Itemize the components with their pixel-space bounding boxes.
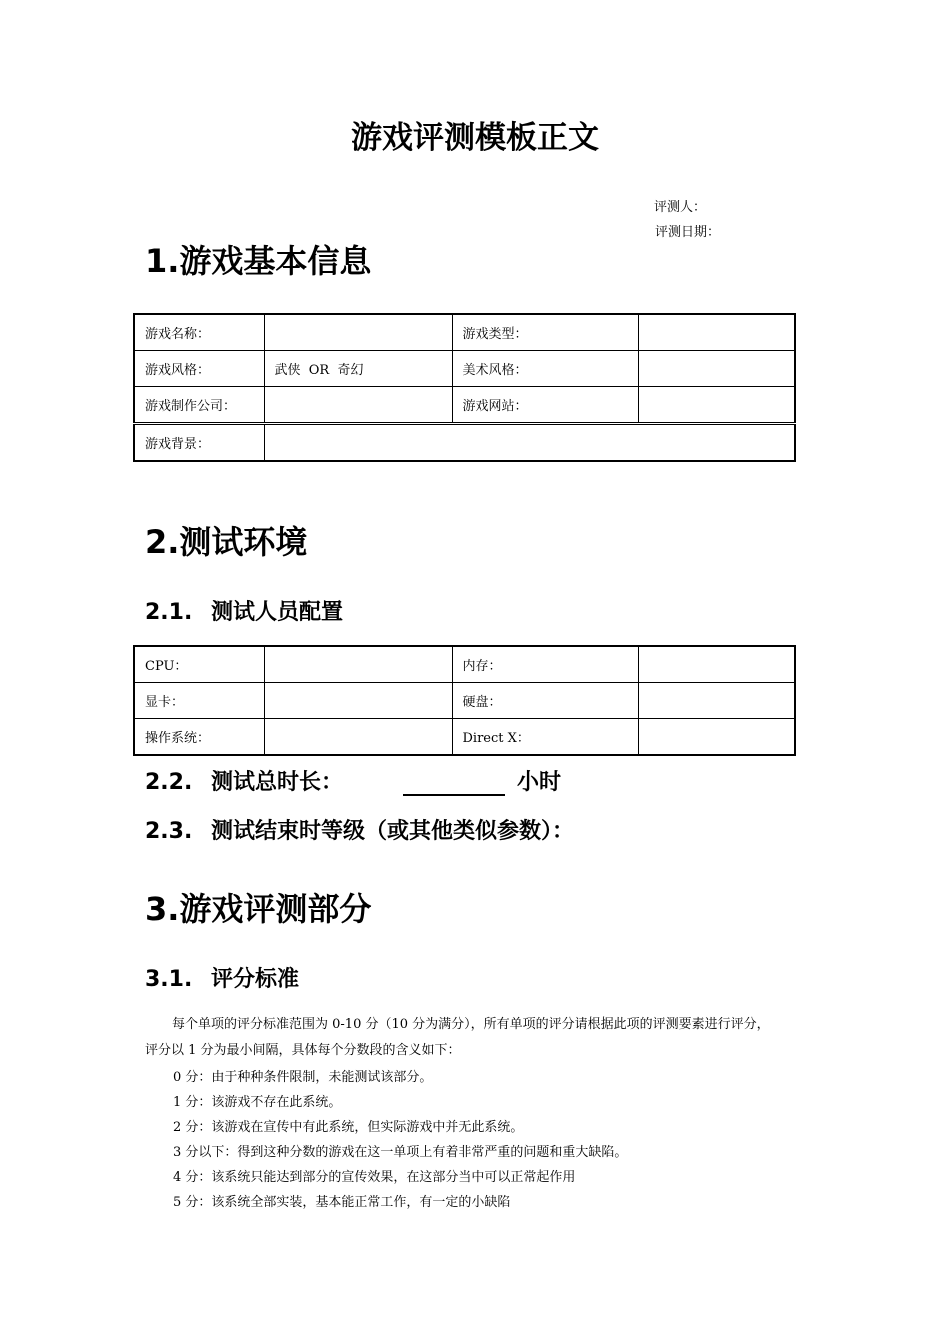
game-style-value[interactable]: 武侠 OR 奇幻: [264, 351, 452, 387]
developer-value[interactable]: [264, 387, 452, 424]
subsection-number: 2.2.: [145, 770, 193, 795]
directx-label: Direct X：: [452, 719, 638, 756]
art-style-value[interactable]: [638, 351, 795, 387]
subsection-2-2-heading: [145, 765, 561, 796]
score-list: [173, 1065, 627, 1215]
website-label: 游戏网站：: [452, 387, 638, 424]
list-item: 2 分：该游戏在宣传中有此系统，但实际游戏中并无此系统。: [173, 1120, 524, 1135]
review-date-label: 评测日期：: [655, 225, 721, 240]
subsection-title: 测试结束时等级（或其他类似参数）：: [211, 819, 575, 844]
subsection-2-3-heading: [145, 814, 574, 845]
memory-label: 内存：: [452, 646, 638, 683]
disk-value[interactable]: [638, 683, 795, 719]
gpu-label: 显卡：: [134, 683, 264, 719]
duration-unit: 小时: [517, 770, 562, 795]
game-type-value[interactable]: [638, 314, 795, 351]
test-env-table: [133, 645, 796, 756]
table-row: [134, 314, 795, 351]
paragraph-line: 评分以 1 分为最小间隔，具体每个分数段的含义如下：: [145, 1043, 461, 1058]
table-row: [134, 351, 795, 387]
subsection-number: 2.3.: [145, 819, 193, 844]
basic-info-table: [133, 313, 796, 462]
list-item: 1 分：该游戏不存在此系统。: [173, 1095, 342, 1110]
table-row: [134, 646, 795, 683]
website-value[interactable]: [638, 387, 795, 424]
table-row: [134, 424, 795, 462]
cpu-value[interactable]: [264, 646, 452, 683]
reviewer-label: 评测人：: [654, 200, 707, 215]
scoring-paragraph: [145, 1012, 815, 1064]
section-2-heading: 2.测试环境: [145, 523, 308, 561]
table-row: [134, 719, 795, 756]
list-item: 3 分以下：得到这种分数的游戏在这一单项上有着非常严重的问题和重大缺陷。: [173, 1145, 628, 1160]
page-title: 游戏评测模板正文: [351, 120, 599, 156]
subsection-2-1-heading: [145, 595, 343, 626]
gpu-value[interactable]: [264, 683, 452, 719]
os-value[interactable]: [264, 719, 452, 756]
section-3-heading: 3.游戏评测部分: [145, 890, 372, 928]
list-item: 0 分：由于种种条件限制，未能测试该部分。: [173, 1070, 433, 1085]
developer-label: 游戏制作公司：: [134, 387, 264, 424]
section-1-heading: 1.游戏基本信息: [145, 242, 372, 280]
duration-blank-field[interactable]: [403, 772, 505, 796]
art-style-label: 美术风格：: [452, 351, 638, 387]
memory-value[interactable]: [638, 646, 795, 683]
disk-label: 硬盘：: [452, 683, 638, 719]
table-row: [134, 387, 795, 424]
subsection-number: 3.1.: [145, 967, 193, 992]
background-value[interactable]: [264, 424, 795, 462]
subsection-3-1-heading: [145, 962, 299, 993]
subsection-title: 测试人员配置: [211, 600, 344, 625]
subsection-title: 评分标准: [211, 967, 300, 992]
os-label: 操作系统：: [134, 719, 264, 756]
table-row: [134, 683, 795, 719]
list-item: 5 分：该系统全部实装，基本能正常工作，有一定的小缺陷: [173, 1195, 511, 1210]
paragraph-line: 每个单项的评分标准范围为 0-10 分（10 分为满分），所有单项的评分请根据此项的评测要素进行评分，: [172, 1017, 770, 1032]
list-item: 4 分：该系统只能达到部分的宣传效果，在这部分当中可以正常起作用: [173, 1170, 576, 1185]
background-label: 游戏背景：: [134, 424, 264, 462]
subsection-number: 2.1.: [145, 600, 193, 625]
game-style-label: 游戏风格：: [134, 351, 264, 387]
subsection-title: 测试总时长：: [211, 770, 344, 795]
directx-value[interactable]: [638, 719, 795, 756]
game-name-value[interactable]: [264, 314, 452, 351]
cpu-label: CPU：: [134, 646, 264, 683]
game-type-label: 游戏类型：: [452, 314, 638, 351]
game-name-label: 游戏名称：: [134, 314, 264, 351]
